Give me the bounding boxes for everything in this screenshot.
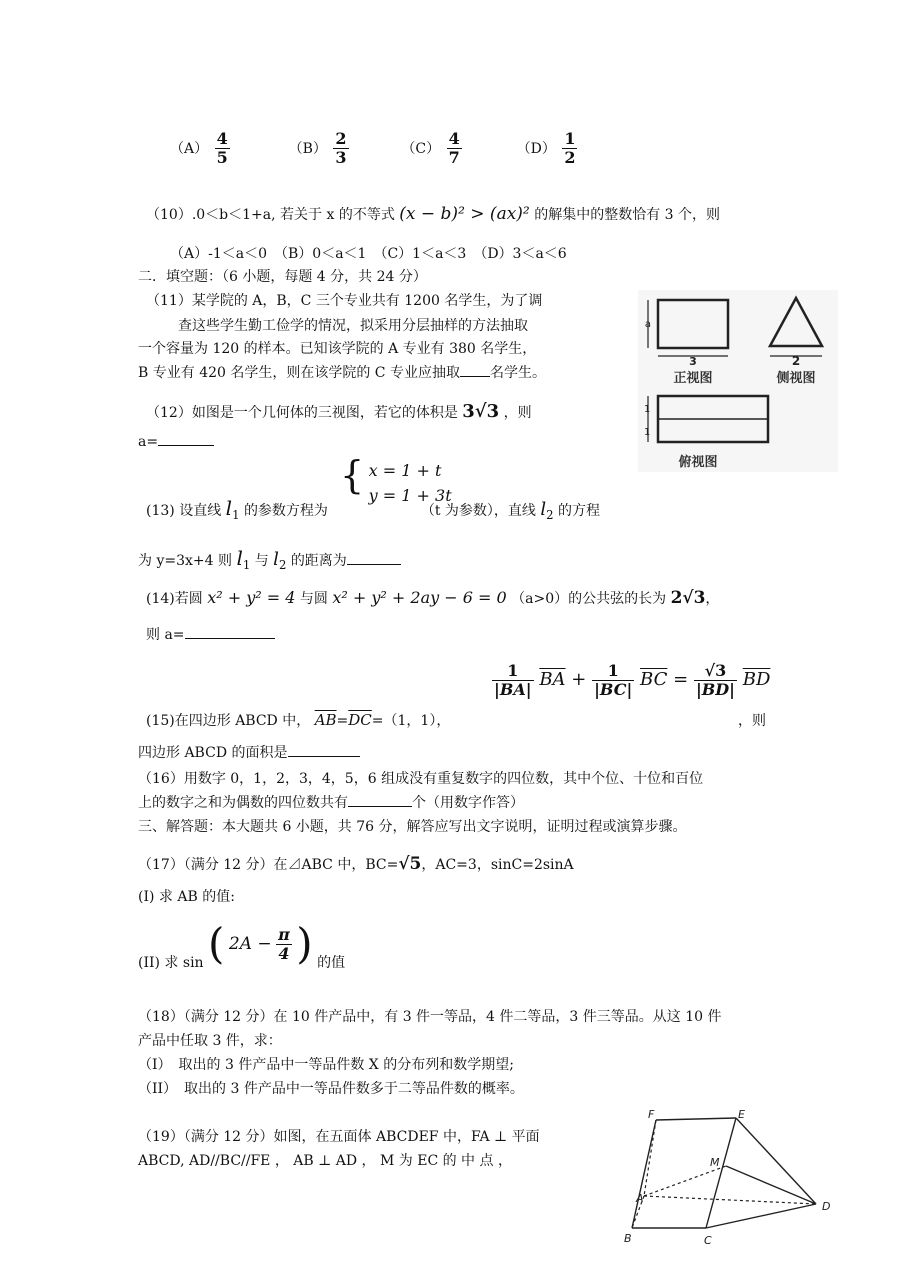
q9-option-c-label: （C） xyxy=(401,141,441,158)
q14-answer-blank xyxy=(185,638,275,639)
q15-answer-blank xyxy=(288,756,360,757)
q10-inequality: (x − b)² > (ax)² xyxy=(399,204,530,224)
section-2-title: 二．填空题：（6 小题，每题 4 分，共 24 分） xyxy=(138,269,427,285)
q15-vector-ba: $\overline{BA}$ xyxy=(539,669,566,691)
q11-answer-blank xyxy=(460,376,490,377)
q13-equation-1: x = 1 + t xyxy=(368,461,442,480)
q15-line-2: 四边形 ABCD 的面积是 xyxy=(138,742,360,762)
q13-answer-blank xyxy=(347,564,401,565)
q9-option-a-label: （A） xyxy=(170,141,209,158)
front-view-3-label: 3 xyxy=(689,355,697,368)
q15-vector-ab: $\overline{AB}$ xyxy=(314,711,337,729)
top-view-caption: 俯视图 xyxy=(678,455,718,470)
q9-option-d-label: （D） xyxy=(516,141,556,158)
q9-option-a-fraction: $\frac{4}{5}$ xyxy=(216,129,228,167)
q18-part-1: （I） 取出的 3 件产品中一等品件数 X 的分布列和数学期望; xyxy=(138,1057,514,1073)
q12-answer-blank xyxy=(158,445,214,446)
q14-chord-length: 2√3 xyxy=(670,588,706,608)
q12-volume: 3√3 xyxy=(462,401,500,422)
q15-equation: $\frac{1}{|BA|}$ $\overline{BA}$ + $\frac{1}{|BC|}$ $\overline{BC}$ = $\frac{√3}{|BD|}$ $\overline{BD}$ xyxy=(494,661,771,699)
q17-part-2: (II) 求 sin ( 2A − $\frac{\pi}{4}$ ) 的值 xyxy=(138,919,346,971)
q17-bc-value: √5 xyxy=(398,854,422,874)
front-view-a-label: a xyxy=(644,319,652,330)
q14-line-2: 则 a= xyxy=(146,624,275,644)
vertex-c-label: C xyxy=(704,1234,712,1247)
q15-fraction-2: $\frac{1}{|BC|}$ xyxy=(594,661,633,699)
q19-line-2: ABCD, AD//BC//FE ， AB ⊥ AD ， M 为 EC 的 中 点 ， xyxy=(138,1153,512,1169)
side-view-caption: 侧视图 xyxy=(776,371,816,386)
q19-line-1: （19）（满分 12 分）如图，在五面体 ABCDEF 中，FA ⊥ 平面 xyxy=(138,1129,540,1145)
q16-answer-blank xyxy=(348,806,412,807)
q9-option-b-fraction: $\frac{2}{3}$ xyxy=(335,129,347,167)
section-3-title: 三、解答题：本大题共 6 小题，共 76 分，解答应写出文字说明，证明过程或演算步骤。 xyxy=(138,819,687,835)
q18-part-2: （II） 取出的 3 件产品中一等品件数多于二等品件数的概率。 xyxy=(138,1081,524,1097)
front-view-caption: 正视图 xyxy=(673,371,713,386)
vertex-m-label: M xyxy=(710,1156,720,1169)
q12-line-2: a= xyxy=(138,434,214,450)
q15-fraction-1: $\frac{1}{|BA|}$ xyxy=(494,661,532,699)
three-view-figure xyxy=(638,290,838,472)
q9-option-d-fraction: $\frac{1}{2}$ xyxy=(564,129,576,167)
q14-circle-2: x² + y² + 2ay − 6 = 0 xyxy=(332,588,507,607)
q16-line-1: （16）用数字 0，1，2，3，4，5，6 组成没有重复数字的四位数，其中个位、十位和百位 xyxy=(138,771,704,787)
q14-circle-1: x² + y² = 4 xyxy=(207,588,296,607)
q11-line-3: 一个容量为 120 的样本。已知该学院的 A 专业有 380 名学生， xyxy=(138,341,537,357)
q11-line-2: 查这些学生勤工俭学的情况，拟采用分层抽样的方法抽取 xyxy=(178,318,528,334)
pentahedron-figure xyxy=(610,1104,846,1254)
q11-line-1: （11）某学院的 A，B，C 三个专业共有 1200 名学生，为了调 xyxy=(146,293,543,309)
q18-line-2: 产品中任取 3 件，求： xyxy=(138,1033,282,1049)
q9-option-c-fraction: $\frac{4}{7}$ xyxy=(448,129,460,167)
q10-options: （A）-1＜a＜0 （B）0＜a＜1 （C）1＜a＜3 （D）3＜a＜6 xyxy=(170,246,567,262)
q15-line-1: (15)在四边形 ABCD 中， $\overline{AB}=\overline{DC}=(1$，1）， xyxy=(146,711,451,729)
q10-suffix: 的解集中的整数恰有 3 个，则 xyxy=(534,207,721,223)
top-view-1-upper: 1 xyxy=(644,404,651,415)
q18-line-1: （18）（满分 12 分）在 10 件产品中，有 3 件一等品，4 件二等品，3 件三等品。从这 10 件 xyxy=(138,1009,722,1025)
top-view-1-lower: 1 xyxy=(644,427,651,438)
q15-fraction-3: $\frac{√3}{|BD|}$ xyxy=(695,661,735,699)
q13-line-2: 为 y=3x+4 则 $l_1$ 与 $l_2$ 的距离为 xyxy=(138,546,401,572)
q16-line-2: 上的数字之和为偶数的四位数共有 个（用数字作答） xyxy=(138,795,524,811)
vertex-f-label: F xyxy=(648,1108,655,1121)
q15-vector-bd: $\overline{BD}$ xyxy=(742,669,771,691)
vertex-b-label: B xyxy=(624,1232,632,1245)
vertex-d-label: D xyxy=(822,1200,831,1213)
q17-line-1: （17）（满分 12 分）在⊿ABC 中，BC=√5，AC=3，sinC=2sinA xyxy=(138,854,574,874)
q12-line-1: （12）如图是一个几何体的三视图，若它的体积是 3√3 ，则 xyxy=(146,401,532,422)
q10-line xyxy=(146,204,720,224)
q15-vector-dc: $\overline{DC}$ xyxy=(348,711,372,729)
vertex-a-label: A xyxy=(636,1192,644,1205)
q13-equation-2: y = 1 + 3t xyxy=(368,486,452,505)
q10-prefix: （10）.0＜b＜1+a, 若关于 x 的不等式 xyxy=(146,207,395,223)
q14-line-1: (14)若圆 x² + y² = 4 与圆 x² + y² + 2ay − 6 = 0 （a>0）的公共弦的长为 2√3， xyxy=(146,588,720,608)
q15-tail: ，则 xyxy=(738,713,766,729)
q11-line-4: B 专业有 420 名学生，则在该学院的 C 专业应抽取 名学生。 xyxy=(138,365,546,381)
q9-options xyxy=(170,130,577,166)
q9-option-b-label: （B） xyxy=(288,141,327,158)
q15-vector-bc: $\overline{BC}$ xyxy=(640,669,668,691)
q13-line-1: (13) 设直线 $l_1$ 的参数方程为 （t 为参数），直线 $l_2$ 的方程 xyxy=(146,496,601,522)
q17-pi-over-4: $\frac{\pi}{4}$ xyxy=(278,924,290,963)
side-view-2-label: 2 xyxy=(791,354,801,368)
q17-part-1: (I) 求 AB 的值: xyxy=(138,889,235,905)
q13-system: { x = 1 + t y = 1 + 3t xyxy=(340,453,452,505)
vertex-e-label: E xyxy=(738,1108,745,1121)
